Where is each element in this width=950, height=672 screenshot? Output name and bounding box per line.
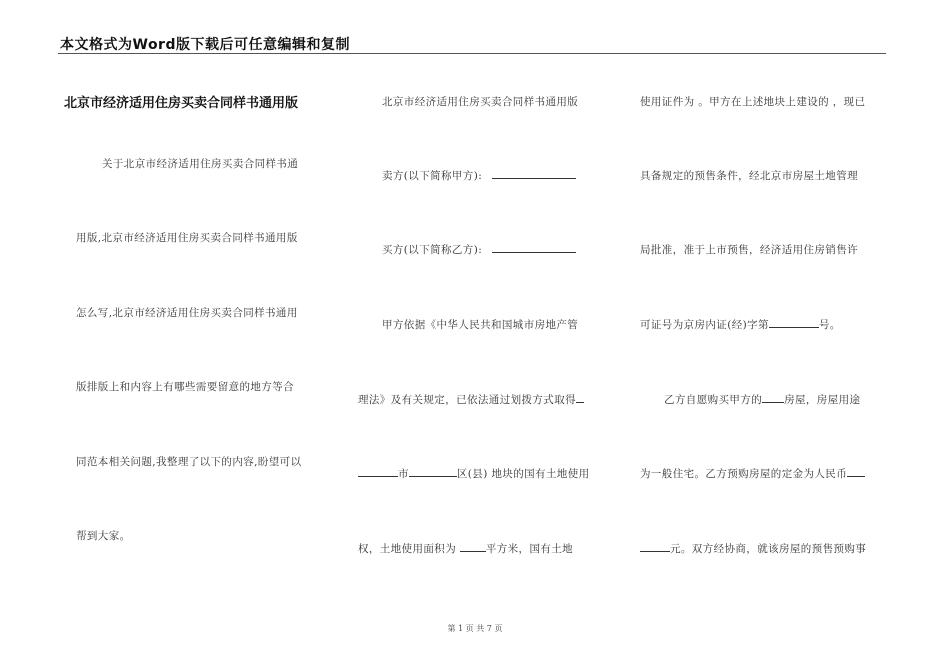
- district-blank: [409, 466, 457, 477]
- left-line-5: 同范本相关问题,我整理了以下的内容,盼望可以: [76, 456, 302, 468]
- left-line-1: 关于北京市经济适用住房买卖合同样书通: [102, 158, 299, 170]
- middle-line-7-head: 权，土地使用面积为: [358, 543, 457, 555]
- right-line-7: [640, 541, 866, 556]
- document-banner: 本文格式为Word版下载后可任意编辑和复制: [60, 37, 350, 53]
- right-line-2: 具备规定的预售条件，经北京市房屋土地管理: [640, 170, 858, 182]
- middle-line-4: 甲方依据《中华人民共和国城市房地产管: [382, 319, 579, 331]
- permit-suffix: 号。: [818, 319, 841, 331]
- left-line-4: 版排版上和内容上有哪些需要留意的地方等合: [76, 381, 294, 393]
- right-line-6: [640, 466, 865, 481]
- right-line-4: [640, 317, 841, 332]
- middle-line-7: [358, 541, 573, 556]
- city-blank: [358, 466, 398, 477]
- right-line-1: 使用证件为 。甲方在上述地块上建设的 ，现已: [640, 96, 866, 108]
- right-line-5-tail: 房屋，房屋用途: [784, 394, 861, 406]
- right-line-3: 局批准，准于上市预售，经济适用住房销售许: [640, 244, 858, 256]
- right-line-7-tail: 元。双方经协商，就该房屋的预售预购事: [670, 543, 867, 555]
- document-title: 北京市经济适用住房买卖合同样书通用版: [64, 96, 299, 111]
- buyer-line: [382, 242, 576, 257]
- city-label: 市: [398, 468, 409, 480]
- right-line-6-text: 为一般住宅。乙方预购房屋的定金为人民币: [640, 468, 848, 480]
- seller-label: 卖方(以下简称甲方):: [382, 170, 483, 182]
- district-label: 区(县): [456, 468, 488, 480]
- deposit-blank: [847, 466, 865, 477]
- left-line-2: 用版,北京市经济适用住房买卖合同样书通用版: [76, 232, 298, 244]
- middle-line-7-tail: 平方米，国有土地: [485, 543, 574, 555]
- middle-line-6-tail: 地块的国有土地使用: [491, 468, 590, 480]
- seller-line: [382, 168, 576, 183]
- buyer-blank: [492, 242, 576, 253]
- deposit-amount-blank: [640, 541, 670, 552]
- middle-line-1: 北京市经济适用住房买卖合同样书通用版: [382, 96, 579, 108]
- area-blank: [460, 541, 486, 552]
- header-divider: [58, 53, 886, 54]
- permit-blank: [769, 317, 819, 328]
- right-line-5: [664, 392, 860, 407]
- left-line-3: 怎么写,北京市经济适用住房买卖合同样书通用: [76, 307, 298, 319]
- seller-blank: [492, 168, 576, 179]
- right-line-5-head: 乙方自愿购买甲方的: [664, 394, 763, 406]
- page-number: 第 1 页 共 7 页: [447, 624, 503, 633]
- middle-line-5: [358, 392, 584, 407]
- middle-line-6: [358, 466, 590, 481]
- acquire-blank: [576, 392, 584, 403]
- buyer-label: 买方(以下简称乙方):: [382, 244, 483, 256]
- house-blank: [762, 392, 784, 403]
- middle-line-5-text: 理法》及有关规定，已依法通过划拨方式取得: [358, 394, 576, 406]
- permit-label: 可证号为京房内证(经)字第: [640, 319, 769, 331]
- left-line-6: 帮到大家。: [76, 530, 131, 542]
